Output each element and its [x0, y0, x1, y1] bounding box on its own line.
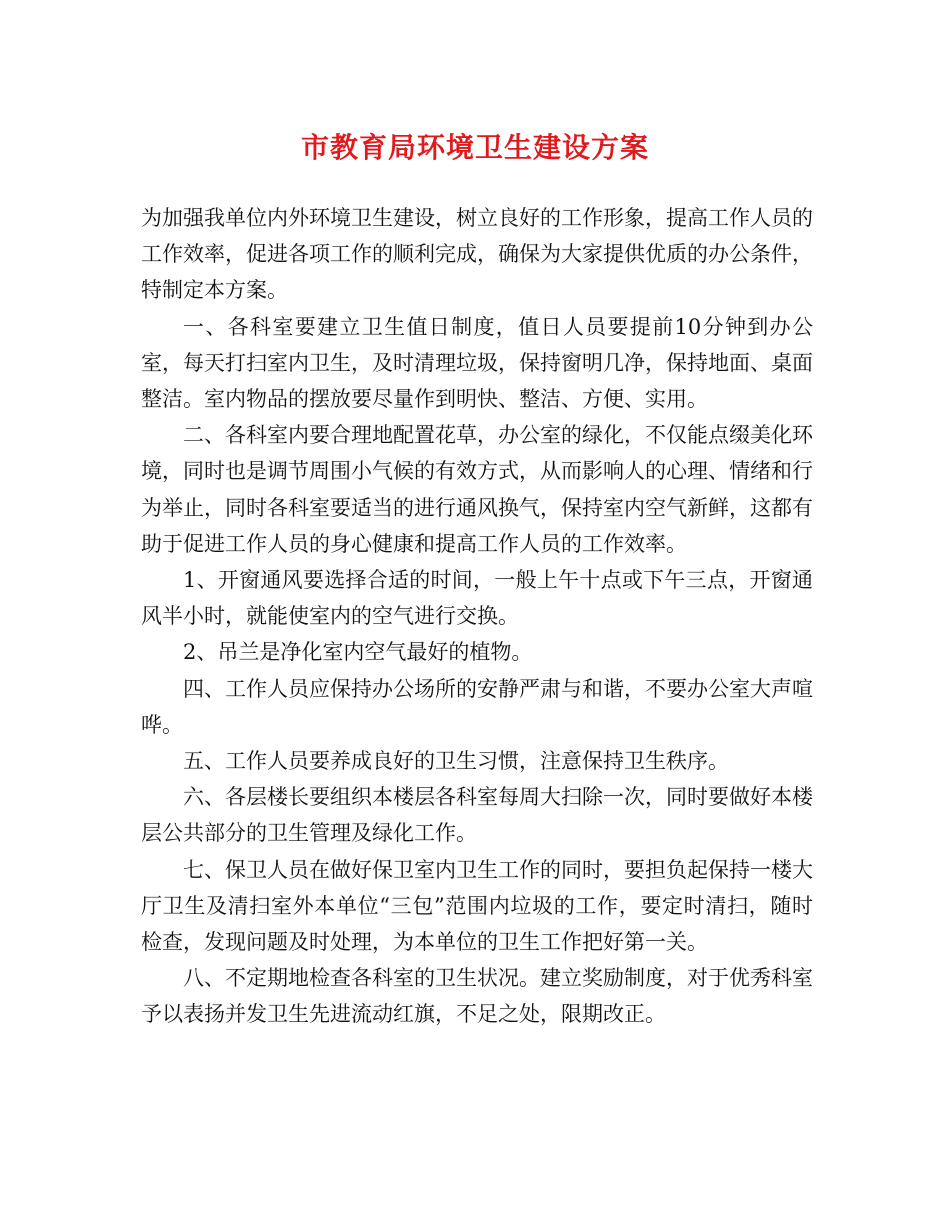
document-body — [141, 200, 813, 1033]
paragraph-intro: 为加强我单位内外环境卫生建设，树立良好的工作形象，提高工作人员的工作效率，促进各项工作的顺利完成，确保为大家提供优质的办公条件，特制定本方案。 — [141, 206, 813, 303]
paragraph-subitem-2: 2、吊兰是净化室内空气最好的植物。 — [183, 640, 533, 665]
paragraph-item-7: 七、保卫人员在做好保卫室内卫生工作的同时，要担负起保持一楼大厅卫生及清扫室外本单位“三包”范围内垃圾的工作，要定时清扫，随时检查，发现问题及时处理，为本单位的卫生工作把好第一关。 — [141, 857, 813, 955]
paragraph-item-6: 六、各层楼长要组织本楼层各科室每周大扫除一次，同时要做好本楼层公共部分的卫生管理及绿化工作。 — [141, 785, 813, 846]
paragraph-item-2: 二、各科室内要合理地配置花草，办公室的绿化，不仅能点缀美化环境，同时也是调节周围小气候的有效方式，从而影响人的心理、情绪和行为举止，同时各科室要适当的进行通风换气，保持室内空气新鲜，这都有助于促进工作人员的身心健康和提高工作人员的工作效率。 — [141, 423, 813, 556]
paragraph-item-5: 五、工作人员要养成良好的卫生习惯，注意保持卫生秩序。 — [183, 749, 729, 774]
paragraph-subitem-1: 1、开窗通风要选择合适的时间，一般上午十点或下午三点，开窗通风半小时，就能使室内的空气进行交换。 — [141, 568, 813, 629]
paragraph-item-4: 四、工作人员应保持办公场所的安静严肃与和谐，不要办公室大声喧哗。 — [141, 676, 813, 737]
paragraph-item-1: 一、各科室要建立卫生值日制度，值日人员要提前10分钟到办公室，每天打扫室内卫生，及时清理垃圾，保持窗明几净，保持地面、桌面整洁。室内物品的摆放要尽量作到明快、整洁、方便、实用。 — [141, 314, 813, 412]
paragraph-item-8: 八、不定期地检查各科室的卫生状况。建立奖励制度，对于优秀科室予以表扬并发卫生先进流动红旗，不足之处，限期改正。 — [141, 966, 813, 1027]
document-title: 市教育局环境卫生建设方案 — [300, 131, 649, 164]
